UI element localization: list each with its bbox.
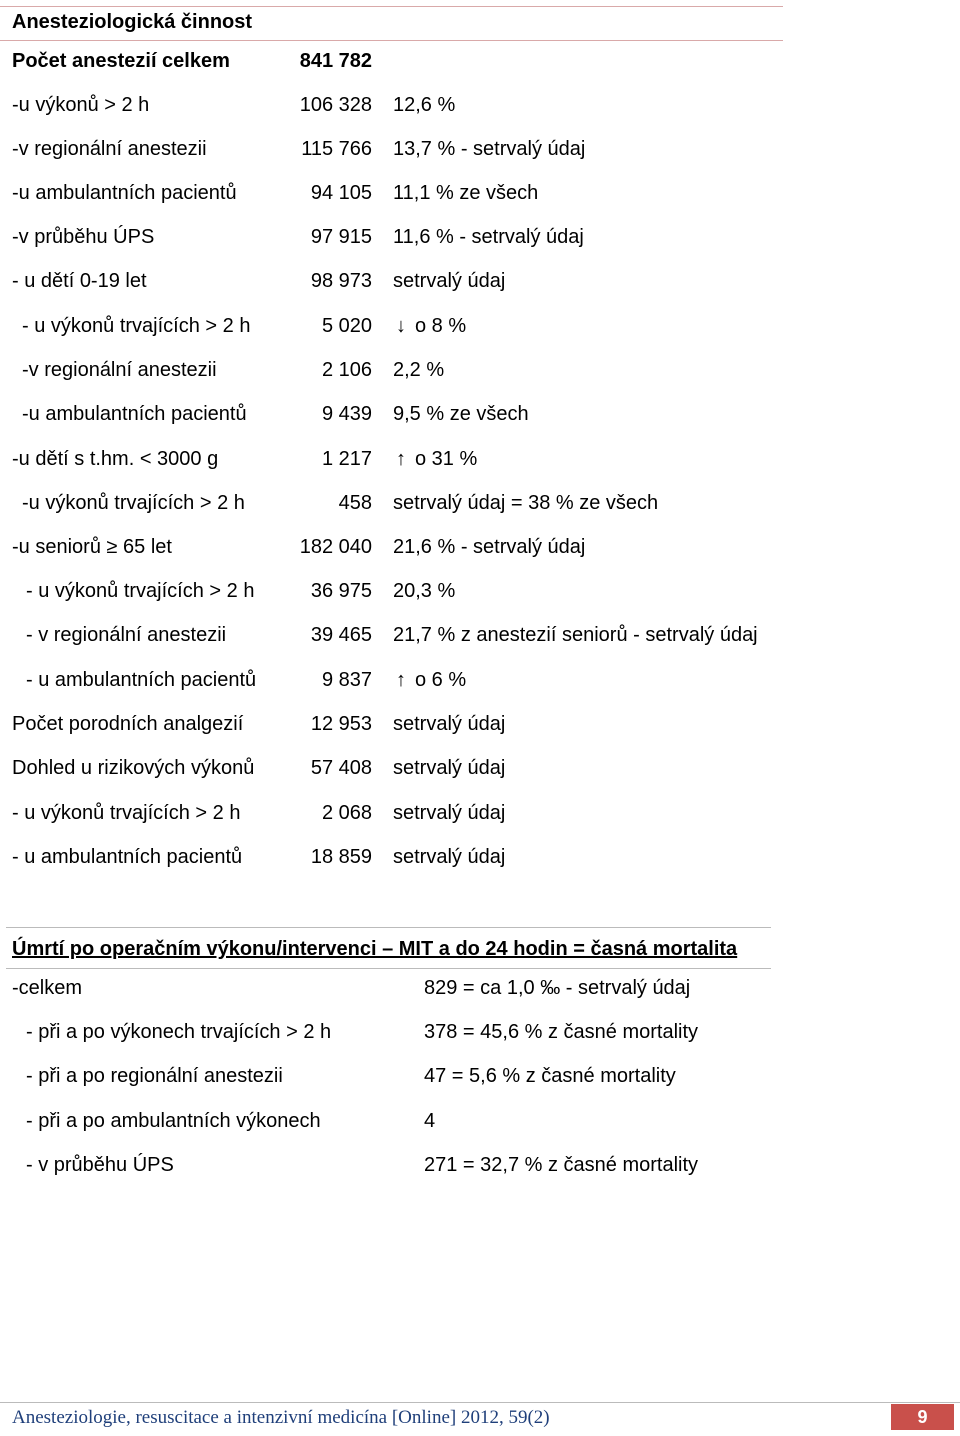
row-note-text: o 6 % <box>415 669 467 691</box>
row-label: -u ambulantních pacientů <box>12 182 237 204</box>
row-value: 458 <box>338 492 372 514</box>
row-note-text: 11,1 % ze všech <box>393 182 539 204</box>
section2-title: Úmrtí po operačním výkonu/intervenci – MIT a do 24 hodin = časná mortalita <box>12 938 738 960</box>
table-row <box>0 576 960 606</box>
table-row <box>0 311 960 341</box>
table-row <box>0 532 960 562</box>
table-row <box>0 444 960 474</box>
row-note <box>393 620 758 650</box>
row-value: 4 <box>424 1110 436 1132</box>
table-row <box>0 1061 960 1091</box>
table-row <box>0 842 960 872</box>
row-label: - v regionální anestezii <box>26 624 227 646</box>
row-value: 18 859 <box>310 846 372 868</box>
row-label: - u ambulantních pacientů <box>26 669 257 691</box>
row-value: 2 068 <box>321 802 372 824</box>
row-value: 9 837 <box>321 669 372 691</box>
row-label: -u seniorů ≥ 65 let <box>12 536 172 558</box>
row-value: 841 782 <box>299 50 372 72</box>
row-value: 2 106 <box>321 359 372 381</box>
row-note <box>393 134 585 164</box>
row-value: 1 217 <box>321 448 372 470</box>
row-label: -u výkonů trvajících > 2 h <box>22 492 245 514</box>
row-value: 12 953 <box>310 713 372 735</box>
row-note-text: setrvalý údaj = 38 % ze všech <box>393 492 659 514</box>
footer-journal: Anesteziologie, resuscitace a intenzivní medicína [Online] 2012, 59(2) <box>12 1407 550 1428</box>
row-label: -v průběhu ÚPS <box>12 226 155 248</box>
section1-title: Anesteziologická činnost <box>12 11 253 33</box>
table-row <box>0 488 960 518</box>
row-note <box>393 355 444 385</box>
row-note-text: setrvalý údaj <box>393 270 506 292</box>
row-value: 115 766 <box>301 138 372 160</box>
row-label: - u výkonů trvajících > 2 h <box>22 315 251 337</box>
row-label: - u dětí 0-19 let <box>12 270 147 292</box>
row-note-text: 9,5 % ze všech <box>393 403 529 425</box>
row-value: 36 975 <box>310 580 372 602</box>
table-row <box>0 178 960 208</box>
row-note <box>393 311 466 341</box>
row-note <box>393 488 658 518</box>
table-row <box>0 798 960 828</box>
row-note <box>393 266 505 296</box>
arrow-up-icon: ↑ <box>396 448 406 470</box>
row-value: 9 439 <box>321 403 372 425</box>
row-value: 5 020 <box>321 315 372 337</box>
table-row <box>0 46 960 76</box>
row-label: -u dětí s t.hm. < 3000 g <box>12 448 219 470</box>
row-note-text: 21,7 % z anestezií seniorů - setrvalý údaj <box>393 624 758 646</box>
row-label: -u ambulantních pacientů <box>22 403 247 425</box>
table-row <box>0 973 960 1003</box>
row-note <box>393 576 455 606</box>
table-row <box>0 134 960 164</box>
row-label: - u výkonů trvajících > 2 h <box>12 802 241 824</box>
table-row <box>0 222 960 252</box>
row-note <box>393 444 477 474</box>
row-value: 271 = 32,7 % z časné mortality <box>424 1154 699 1176</box>
row-note <box>393 90 455 120</box>
row-value: 378 = 45,6 % z časné mortality <box>424 1021 699 1043</box>
row-note <box>393 178 538 208</box>
row-note-text: setrvalý údaj <box>393 713 506 735</box>
section2-title-rule <box>6 968 771 969</box>
title-rule <box>0 40 783 41</box>
table-row <box>0 355 960 385</box>
table-row <box>0 709 960 739</box>
row-label: - u ambulantních pacientů <box>12 846 243 868</box>
row-value: 39 465 <box>310 624 372 646</box>
row-note <box>393 709 505 739</box>
row-label: - při a po výkonech trvajících > 2 h <box>26 1021 332 1043</box>
arrow-up-icon: ↑ <box>396 669 406 691</box>
row-label: - v průběhu ÚPS <box>26 1154 174 1176</box>
table-row <box>0 266 960 296</box>
row-note <box>393 842 505 872</box>
table-row <box>0 1106 960 1136</box>
row-note <box>393 532 585 562</box>
row-note <box>393 753 505 783</box>
row-label: - při a po regionální anestezii <box>26 1065 283 1087</box>
table-row <box>0 1017 960 1047</box>
row-value: 94 105 <box>310 182 372 204</box>
row-label: -v regionální anestezii <box>22 359 217 381</box>
row-note-text: 12,6 % <box>393 94 456 116</box>
table-row <box>0 753 960 783</box>
row-value: 97 915 <box>310 226 372 248</box>
section2-top-rule <box>6 927 771 928</box>
row-note <box>393 222 584 252</box>
row-label: -v regionální anestezii <box>12 138 207 160</box>
table-row <box>0 399 960 429</box>
footer-rule <box>0 1402 960 1403</box>
row-note <box>393 399 529 429</box>
row-note-text: setrvalý údaj <box>393 846 506 868</box>
row-label: -celkem <box>12 977 83 999</box>
row-label: - při a po ambulantních výkonech <box>26 1110 321 1132</box>
row-label: -u výkonů > 2 h <box>12 94 150 116</box>
row-note-text: 11,6 % - setrvalý údaj <box>393 226 584 248</box>
row-value: 182 040 <box>299 536 372 558</box>
row-note-text: o 8 % <box>415 315 467 337</box>
row-value: 829 = ca 1,0 ‰ - setrvalý údaj <box>424 977 691 999</box>
row-note-text: 20,3 % <box>393 580 456 602</box>
row-note <box>393 798 505 828</box>
table-row <box>0 90 960 120</box>
row-note-text: 13,7 % - setrvalý údaj <box>393 138 586 160</box>
row-note-text: o 31 % <box>415 448 478 470</box>
row-label: Dohled u rizikových výkonů <box>12 757 255 779</box>
row-label: Počet porodních analgezií <box>12 713 244 735</box>
table-row <box>0 620 960 650</box>
row-note-text: setrvalý údaj <box>393 757 506 779</box>
row-value: 106 328 <box>299 94 372 116</box>
row-label: - u výkonů trvajících > 2 h <box>26 580 255 602</box>
row-value: 57 408 <box>310 757 372 779</box>
row-label: Počet anestezií celkem <box>12 50 230 72</box>
table-row <box>0 1150 960 1180</box>
arrow-down-icon: ↓ <box>396 315 406 337</box>
row-note-text: setrvalý údaj <box>393 802 506 824</box>
row-note <box>393 665 466 695</box>
row-note-text: 2,2 % <box>393 359 445 381</box>
table-row <box>0 665 960 695</box>
row-value: 47 = 5,6 % z časné mortality <box>424 1065 676 1087</box>
page-number-badge: 9 <box>891 1404 954 1430</box>
row-value: 98 973 <box>310 270 372 292</box>
row-note-text: 21,6 % - setrvalý údaj <box>393 536 586 558</box>
